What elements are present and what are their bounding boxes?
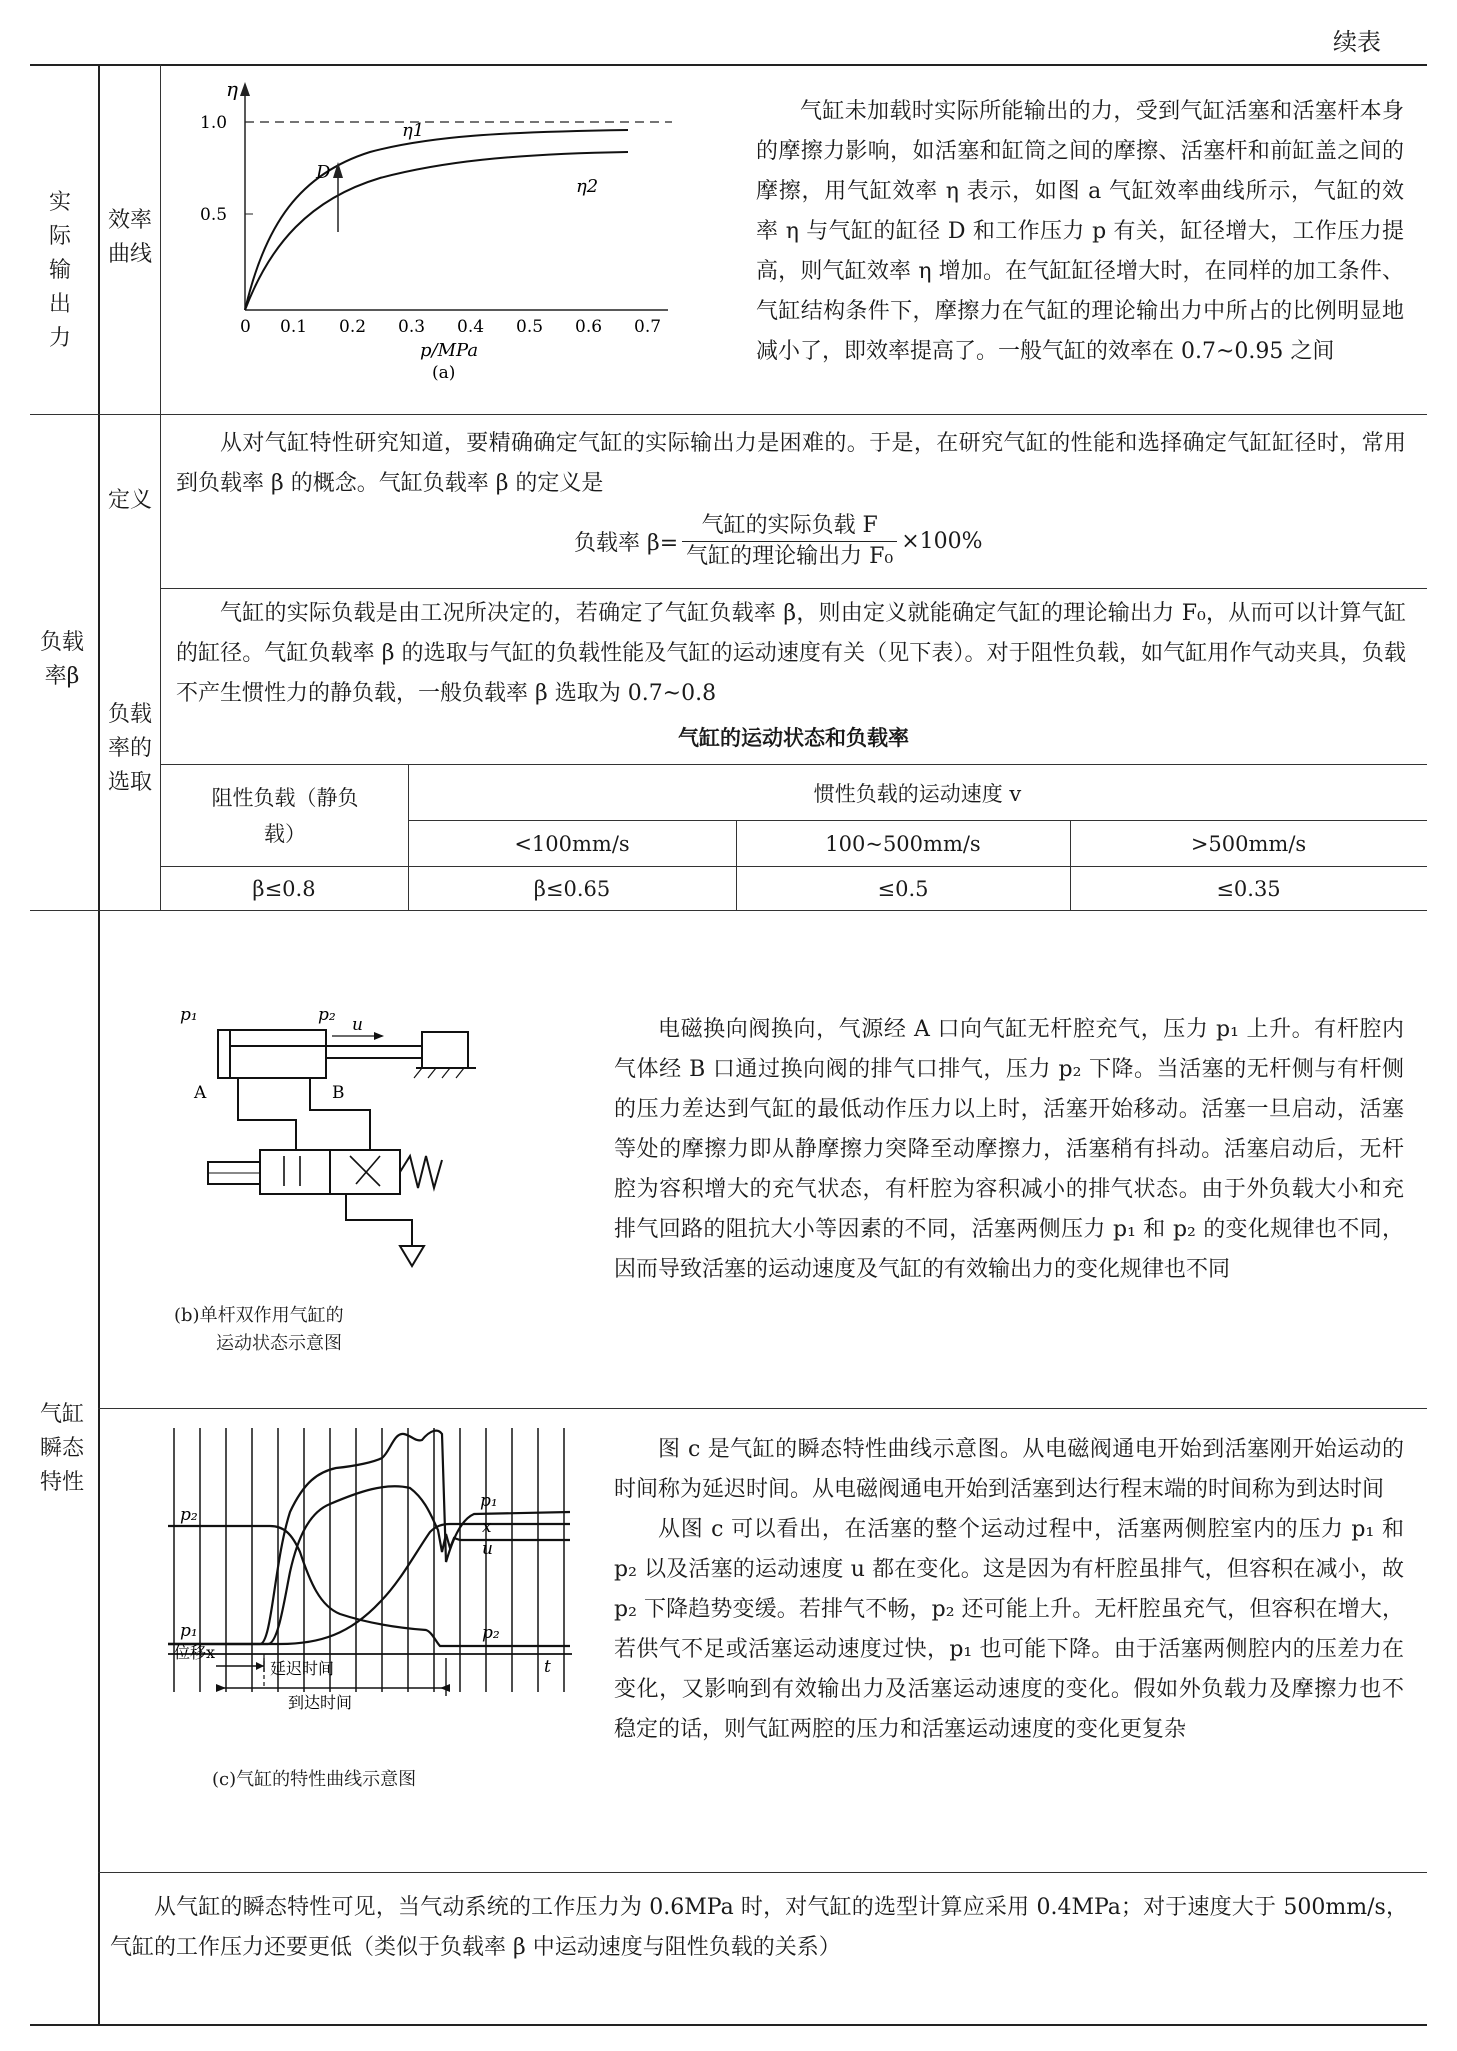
diameter-arrow-label: D [316,162,331,183]
pressure-axis-label: p/MPa [420,340,479,361]
subcolumn-divider [160,64,161,414]
header-inertial-speed: 惯性负载的运动速度 v [813,782,1022,806]
row-divider [160,588,1427,589]
x-tick-label: 0.3 [398,317,426,337]
row-divider [30,414,1427,415]
figure-b-caption-1: (b)单杆双作用气缸的 [174,1305,344,1326]
transient-footer-text: 从气缸的瞬态特性可见，当气动系统的工作压力为 0.6MPa 时，对气缸的选型计算应采用 0.4MPa；对于速度大于 500mm/s，气缸的工作压力还要更低（类似于负载率 β 中运动速度与阻性负载的关系） [110,1895,1408,1960]
x-tick-label: 0.7 [634,317,662,337]
x-tick-label: 0.2 [339,317,367,337]
c-u-label: u [482,1539,493,1559]
cylinder-schematic [160,980,520,1310]
c-t-label: t [544,1657,551,1677]
formula-fraction [682,511,897,572]
x-tick-label: 0.5 [516,317,544,337]
selection-label: 负载率的选取 [107,702,152,795]
x-tick-label: 0.6 [575,317,603,337]
y-tick-label: 1.0 [200,113,228,133]
part-c-text: 图 c 是气缸的瞬态特性曲线示意图。从电磁阀通电开始到活塞刚开始运动的时间称为延迟时间。从电磁阀通电开始到活塞到达行程末端的时间称为到达时间 从图 c 可以看出，在活塞的整个运动过程中，活塞两侧腔室内的压力 p₁ 和 p₂ 以及活塞的运动速度 u 都在变化。这是因为有杆腔虽排气，但容积在减小，故 p₂ 下降趋势变缓。若排气不畅，p₂ 还可能上升。无杆腔虽充气，但容积在增大，若供气不足或活塞运动速度过快，p₁ 也可能下降。由于活塞两侧腔内的压差力在变化，又影响到有效输出力及活塞运动速度的变化。假如外负载力及摩擦力也不稳定的话，则气缸两腔的压力和活塞运动速度的变化更复杂 [614,1437,1404,1742]
c-p2-right-label: p₂ [482,1623,500,1643]
speed-high: >500mm/s [1190,832,1307,856]
value-resistive: β≤0.8 [252,877,316,901]
load-table-title: 气缸的运动状态和负载率 [678,726,909,750]
c-delay-label: 延迟时间 [270,1659,335,1678]
subcolumn-divider [160,414,161,910]
column-divider [98,64,100,2024]
p1-label: p₁ [180,1005,198,1025]
header-resistive-load: 阻性负载（静负载） [211,786,359,846]
eta2-label: η2 [576,176,599,197]
x-tick-label: 0.4 [457,317,485,337]
selection-text: 气缸的实际负载是由工况所决定的，若确定了气缸负载率 β，则由定义就能确定气缸的理论输出力 F₀，从而可以计算气缸的缸径。气缸负载率 β 的选取与气缸的负载性能及气缸的运动速度有关（见下表）。对于阻性负载，如气缸用作气动夹具，负载不产生惯性力的静负载，一般负载率 β 选取为 0.7~0.8 [176,601,1406,706]
row-divider [98,1872,1427,1873]
table-top-border [30,64,1427,66]
c-x-label: x [482,1517,492,1537]
figure-b-caption-2: 运动状态示意图 [216,1333,342,1354]
definition-label: 定义 [107,488,152,513]
c-arrival-label: 到达时间 [288,1693,353,1712]
row-divider [98,1408,1427,1409]
eta-axis-label: η [226,77,238,101]
x-tick-label: 0.1 [280,317,308,337]
figure-c-caption: (c)气缸的特性曲线示意图 [212,1769,417,1790]
output-label: 实际输出力 [48,190,71,351]
table-line [408,820,1427,821]
p2-label: p₂ [318,1005,336,1025]
speed-mid: 100~500mm/s [825,832,981,856]
formula-lhs: 负载率 β= [574,530,679,556]
c-p1-left-label: p₁ [180,1621,198,1641]
transient-curve-chart [160,1422,580,1762]
value-speed-mid: ≤0.5 [877,877,929,901]
y-tick-label: 0.5 [200,205,228,225]
definition-text: 从对气缸特性研究知道，要精确确定气缸的实际输出力是困难的。于是，在研究气缸的性能和选择确定气缸缸径时，常用到负载率 β 的概念。气缸负载率 β 的定义是 [176,431,1406,496]
x-tick-label: 0 [240,317,251,337]
formula-numerator: 气缸的实际负载 F [701,512,878,538]
efficiency-curve-label: 效率曲线 [107,208,152,267]
port-a-label: A [194,1083,207,1103]
continued-label: 续表 [1333,28,1381,56]
speed-low: <100mm/s [514,832,630,856]
table-bottom-border [30,2024,1427,2026]
output-text: 气缸未加载时实际所能输出的力，受到气缸活塞和活塞杆本身的摩擦力影响，如活塞和缸筒之间的摩擦、活塞杆和前缸盖之间的摩擦，用气缸效率 η 表示，如图 a 气缸效率曲线所示，气缸的效率 η 与气缸的缸径 D 和工作压力 p 有关，缸径增大，工作压力提高，则气缸效率 η 增加。在气缸缸径增大时，在同样的加工条件、气缸结构条件下，摩擦力在气缸的理论输出力中所占的比例明显地减小了，即效率提高了。一般气缸的效率在 0.7~0.95 之间 [756,99,1404,364]
table-line [160,866,1427,867]
efficiency-chart [170,74,690,384]
c-displacement-label: 位移x [174,1643,216,1662]
formula-denominator: 气缸的理论输出力 F₀ [686,543,894,569]
port-b-label: B [332,1083,345,1103]
c-p1-right-label: p₁ [480,1491,498,1511]
value-speed-high: ≤0.35 [1216,877,1281,901]
load-ratio-formula [574,508,983,574]
u-label: u [352,1015,363,1035]
eta1-label: η1 [402,120,425,141]
c-p2-left-label: p₂ [180,1505,198,1525]
table-line [160,764,1427,765]
part-b-text: 电磁换向阀换向，气源经 A 口向气缸无杆腔充气，压力 p₁ 上升。有杆腔内气体经 B 口通过换向阀的排气口排气，压力 p₂ 下降。当活塞的无杆侧与有杆侧的压力差达到气缸的最低动作压力以上时，活塞开始移动。活塞一旦启动，活塞等处的摩擦力即从静摩擦力突降至动摩擦力，活塞稍有抖动。活塞启动后，无杆腔为容积增大的充气状态，有杆腔为容积减小的排气状态。由于外负载大小和充排气回路的阻抗大小等因素的不同，活塞两侧压力 p₁ 和 p₂ 的变化规律也不同，因而导致活塞的运动速度及气缸的有效输出力的变化规律也不同 [614,1017,1404,1282]
load-ratio-label: 负载率β [40,630,85,689]
transient-label: 气缸瞬态特性 [40,1402,85,1495]
value-speed-low: β≤0.65 [533,877,611,901]
formula-rhs: ×100% [901,528,983,554]
row-divider [30,910,1427,911]
figure-a-caption: (a) [432,363,456,383]
